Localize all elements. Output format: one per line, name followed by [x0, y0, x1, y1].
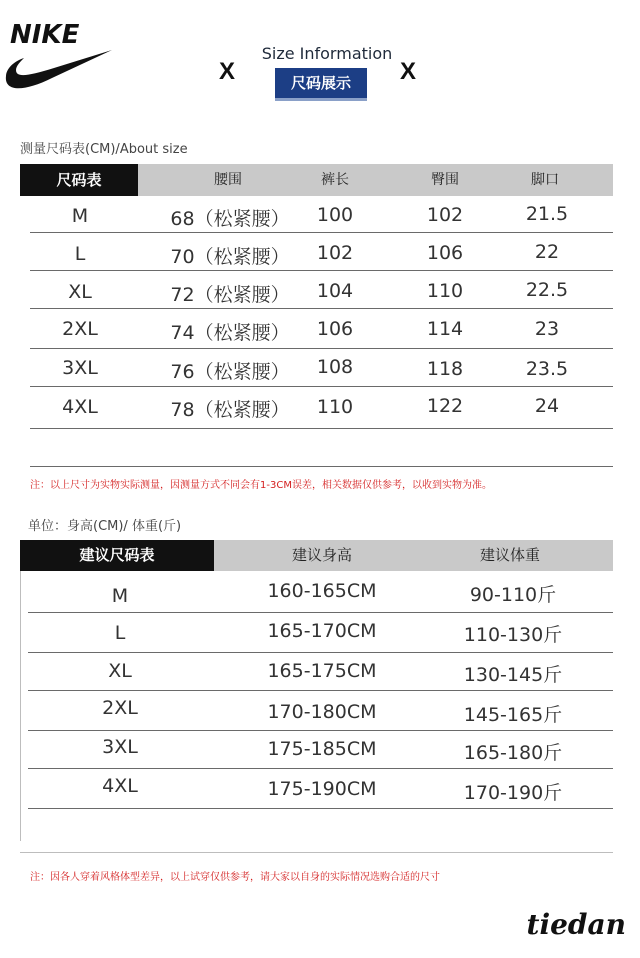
header-recommended-weight: 建议体重	[479, 546, 540, 564]
tiedan-watermark: tiedan	[526, 908, 626, 941]
row-divider	[30, 270, 613, 271]
row-divider	[28, 612, 613, 613]
x-marker-left: X	[219, 58, 236, 85]
header-recommended-size: 建议尺码表	[20, 540, 214, 571]
t2-row-size: M	[111, 585, 129, 607]
header-recommended-height: 建议身高	[291, 546, 352, 564]
t2-row-weight: 145-165斤	[463, 704, 563, 726]
t1-row-size: 3XL	[62, 357, 98, 379]
x-marker-right: X	[400, 58, 417, 85]
t1-row-hip: 118	[426, 358, 464, 380]
header-length: 裤长	[321, 172, 349, 188]
t1-row-size: XL	[68, 281, 92, 303]
row-divider	[28, 730, 613, 731]
t1-row-hip: 122	[426, 395, 464, 417]
t1-row-length: 102	[316, 242, 354, 264]
header-size-column: 尺码表	[20, 164, 138, 196]
t2-row-height: 170-180CM	[267, 701, 377, 723]
measurement-note: 注：以上尺寸为实物实际测量，因测量方式不同会有1-3CM误差，相关数据仅供参考，以收到实物为准。	[30, 480, 492, 491]
t1-row-leg: 22.5	[525, 279, 569, 301]
header-hip: 臀围	[431, 172, 459, 188]
brand-wordmark: NIKE	[10, 20, 80, 50]
t1-row-waist: 70（松紧腰）	[170, 246, 290, 268]
t2-row-weight: 165-180斤	[463, 742, 563, 764]
t2-row-weight: 110-130斤	[463, 624, 563, 646]
t1-row-hip: 110	[426, 280, 464, 302]
t2-row-height: 165-170CM	[267, 620, 377, 642]
row-divider	[28, 768, 613, 769]
t2-row-size: 4XL	[102, 775, 138, 797]
t1-row-waist: 74（松紧腰）	[170, 322, 290, 344]
t2-row-weight: 90-110斤	[469, 584, 557, 606]
t1-row-leg: 23.5	[525, 358, 569, 380]
row-divider	[30, 386, 613, 387]
t1-row-hip: 102	[426, 204, 464, 226]
t2-row-size: 2XL	[102, 697, 138, 719]
t2-row-size: 3XL	[102, 736, 138, 758]
t1-row-length: 110	[316, 396, 354, 418]
size-information-title: Size Information	[261, 44, 393, 63]
row-divider	[30, 232, 613, 233]
t1-row-length: 108	[316, 356, 354, 378]
t1-row-leg: 21.5	[525, 203, 569, 225]
measurement-table-caption: 测量尺码表(CM)/About size	[20, 142, 188, 157]
t2-row-weight: 170-190斤	[463, 782, 563, 804]
t1-row-leg: 23	[534, 318, 560, 340]
row-divider	[28, 652, 613, 653]
t1-row-hip: 114	[426, 318, 464, 340]
size-display-badge: 尺码展示	[275, 68, 367, 98]
t1-row-size: M	[71, 205, 89, 227]
recommendation-table-caption: 单位：身高(CM)/ 体重(斤)	[28, 519, 182, 534]
fit-note: 注：因各人穿着风格体型差异，以上试穿仅供参考，请大家以自身的实际情况选购合适的尺寸	[30, 872, 440, 883]
row-divider	[28, 690, 613, 691]
t1-row-length: 100	[316, 204, 354, 226]
header-leg-opening: 脚口	[531, 172, 559, 188]
table-left-border	[20, 571, 21, 841]
t2-row-height: 175-185CM	[267, 738, 377, 760]
t1-row-waist: 72（松紧腰）	[170, 284, 290, 306]
header-waist: 腰围	[214, 172, 242, 188]
row-divider	[30, 428, 613, 429]
row-divider	[30, 308, 613, 309]
t2-row-height: 160-165CM	[267, 580, 377, 602]
t1-row-waist: 78（松紧腰）	[170, 399, 290, 421]
t1-row-size: 4XL	[62, 396, 98, 418]
t2-row-weight: 130-145斤	[463, 664, 563, 686]
row-divider	[30, 348, 613, 349]
t2-row-height: 175-190CM	[267, 778, 377, 800]
t1-row-size: 2XL	[62, 318, 98, 340]
t1-row-waist: 68（松紧腰）	[170, 208, 290, 230]
row-divider	[28, 808, 613, 809]
row-divider	[30, 466, 613, 467]
t1-row-length: 104	[316, 280, 354, 302]
t2-row-height: 165-175CM	[267, 660, 377, 682]
t1-row-leg: 24	[534, 395, 560, 417]
t1-row-length: 106	[316, 318, 354, 340]
t2-row-size: XL	[108, 660, 132, 682]
t1-row-waist: 76（松紧腰）	[170, 361, 290, 383]
t2-row-size: L	[114, 622, 126, 644]
t1-row-leg: 22	[534, 241, 560, 263]
t1-row-size: L	[74, 243, 86, 265]
t1-row-hip: 106	[426, 242, 464, 264]
table-bottom-border	[20, 852, 613, 853]
